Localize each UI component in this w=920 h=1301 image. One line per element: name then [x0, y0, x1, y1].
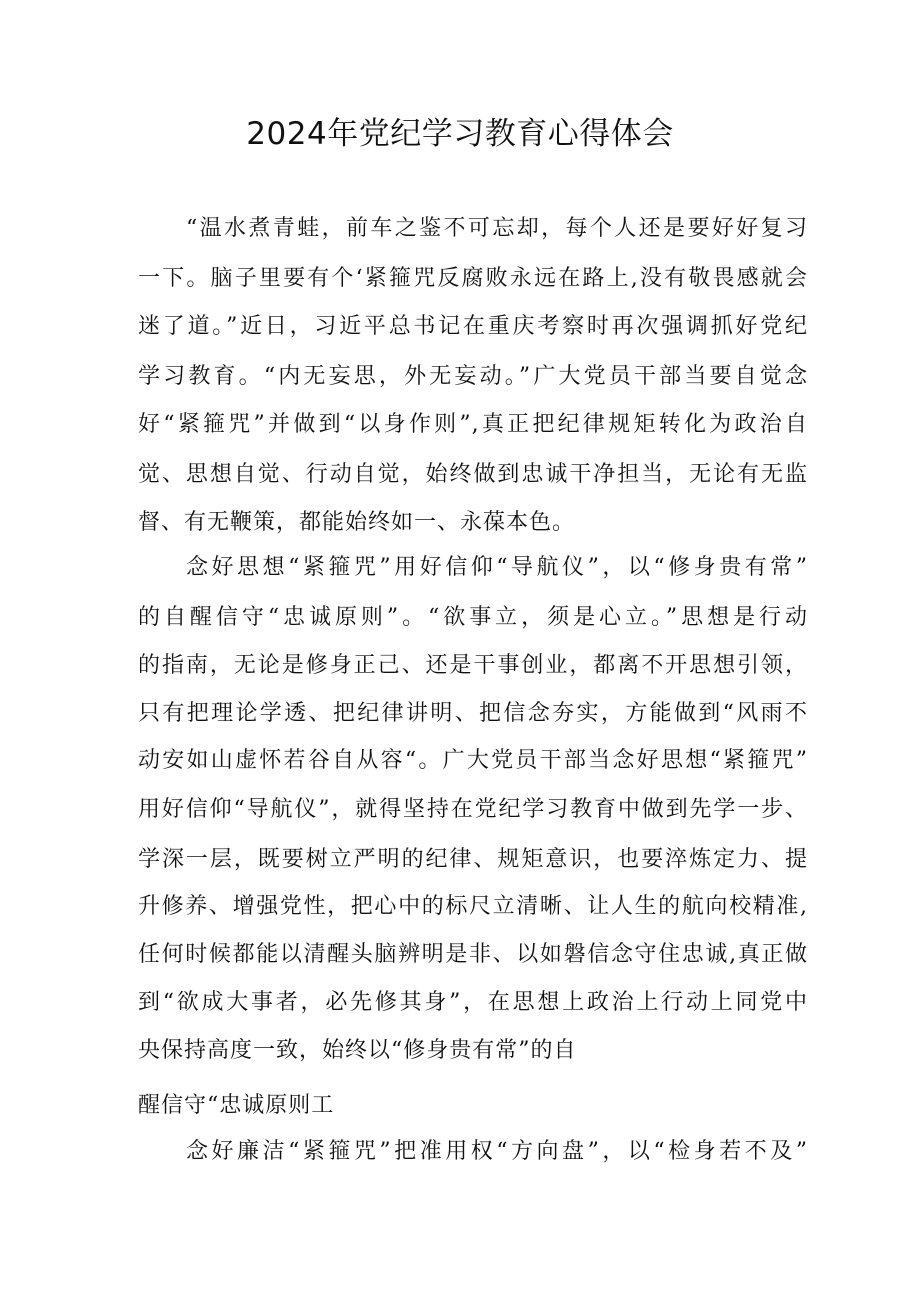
paragraph-line: 念好思想“紧箍咒”用好信仰“导航仪”，以“修身贵有常”: [186, 555, 808, 580]
paragraph-line: 迷了道。”近日，习近平总书记在重庆考察时再次强调抓好党纪: [138, 314, 808, 339]
paragraph-line: 动安如山虚怀若谷自从容“。广大党员干部当念好思想“紧箍咒”: [138, 748, 808, 773]
paragraph-line: 央保持高度一致，始终以“修身贵有常”的自: [138, 1038, 577, 1063]
paragraph-line: 只有把理论学透、把纪律讲明、把信念夯实，方能做到“风雨不: [138, 701, 808, 726]
paragraph-line: 任何时候都能以清醒头脑辨明是非、以如磐信念守住忠诚,真正做: [138, 942, 808, 967]
paragraph-line: 好“紧箍咒”并做到“以身作则”,真正把纪律规矩转化为政治自: [138, 412, 808, 437]
paragraph-line: 的自醒信守“忠诚原则”。“欲事立，须是心立。”思想是行动: [138, 605, 808, 630]
paragraph-line: 的指南，无论是修身正己、还是干事创业，都离不开思想引领，: [138, 653, 808, 678]
paragraph-line: 用好信仰“导航仪”，就得坚持在党纪学习教育中做到先学一步、: [138, 797, 808, 822]
paragraph-line: 学深一层，既要树立严明的纪律、规矩意识，也要淬炼定力、提: [138, 847, 808, 872]
paragraph-line: 念好廉洁“紧箍咒”把准用权“方向盘”，以“检身若不及”: [186, 1139, 808, 1164]
paragraph-line: 醒信守“忠诚原则工: [138, 1093, 335, 1118]
paragraph-line: 觉、思想自觉、行动自觉，始终做到忠诚干净担当，无论有无监: [138, 462, 808, 487]
paragraph-line: 到“欲成大事者，必先修其身”，在思想上政治上行动上同党中: [138, 990, 808, 1015]
paragraph-line: 升修养、增强党性，把心中的标尺立清晰、让人生的航向校精准,: [138, 894, 808, 919]
document-title: 2024年党纪学习教育心得体会: [246, 116, 674, 152]
paragraph-line: 一下。脑子里要有个‘紧箍咒反腐败永远在路上,没有敬畏感就会: [138, 266, 808, 291]
paragraph-line: 督、有无鞭策，都能始终如一、永葆本色。: [138, 510, 576, 535]
paragraph-line: 学习教育。“内无妄思，外无妄动。”广大党员干部当要自觉念: [138, 364, 808, 389]
paragraph-line: “温水煮青蛙，前车之鉴不可忘却，每个人还是要好好复习: [186, 216, 808, 241]
